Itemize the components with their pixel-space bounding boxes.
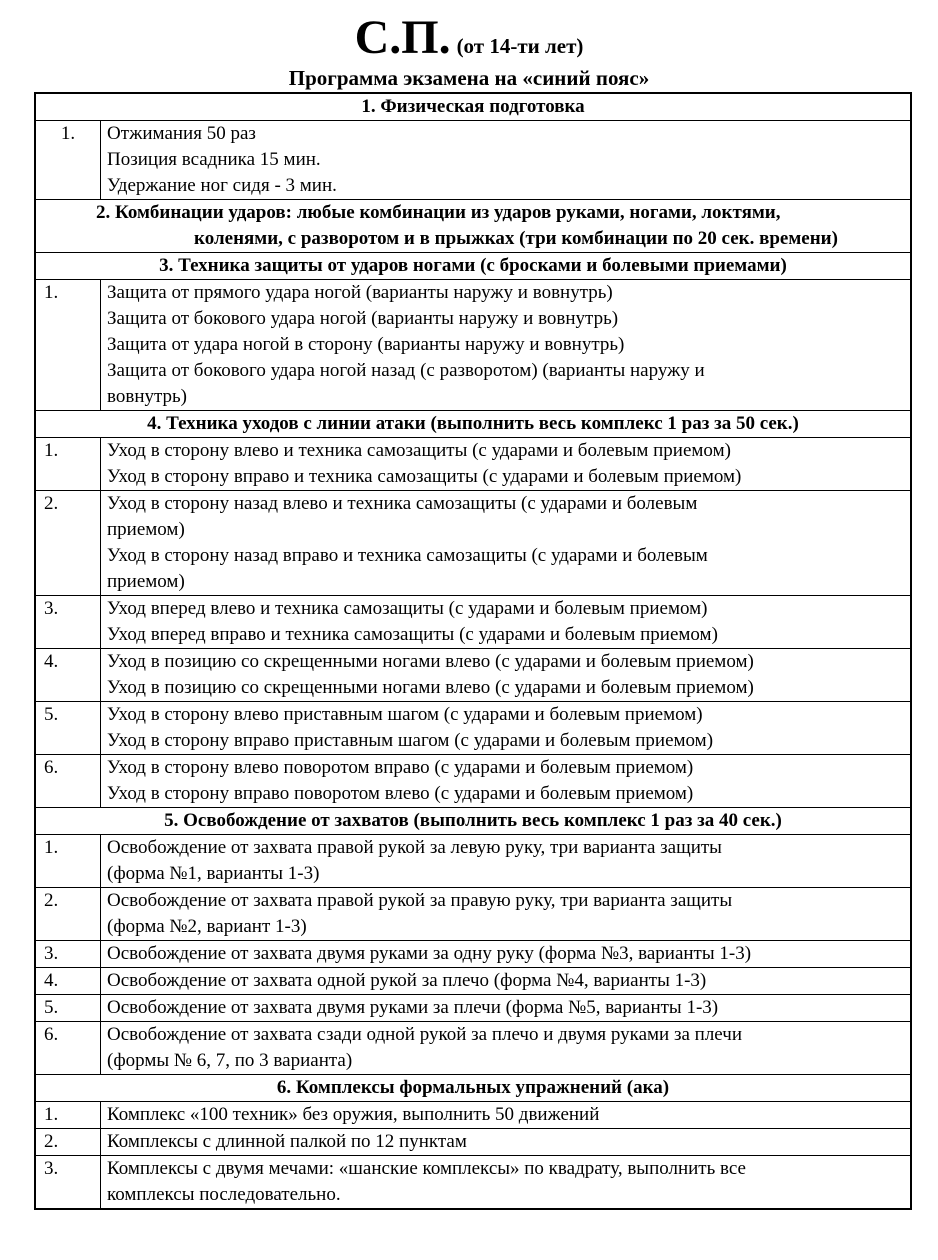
section-heading: 3. Техника защиты от ударов ногами (с бросками и болевыми приемами) xyxy=(35,253,911,280)
item-line: Уход в сторону влево приставным шагом (с ударами и болевым приемом) xyxy=(107,704,703,725)
item-number: 5. xyxy=(35,995,101,1022)
item-content xyxy=(101,438,912,491)
item-content xyxy=(101,121,912,200)
item-line: Освобождение от захвата правой рукой за правую руку, три варианта защиты xyxy=(107,890,733,911)
table-row xyxy=(35,1156,911,1210)
section-heading: 1. Физическая подготовка xyxy=(35,93,911,121)
table-row xyxy=(35,1102,911,1129)
table-row xyxy=(35,755,911,808)
item-content xyxy=(101,1156,912,1210)
item-number: 1. xyxy=(35,121,101,200)
item-number: 3. xyxy=(35,596,101,649)
item-line: Позиция всадника 15 мин. xyxy=(107,149,321,170)
item-line: (формы № 6, 7, по 3 варианта) xyxy=(107,1050,353,1071)
item-number: 4. xyxy=(35,649,101,702)
item-line: Освобождение от захвата сзади одной рукой за плечо и двумя руками за плечи xyxy=(107,1024,742,1045)
item-line: Уход в сторону влево и техника самозащиты (с ударами и болевым приемом) xyxy=(107,440,731,461)
table-row xyxy=(35,941,911,968)
item-line: (форма №1, варианты 1-3) xyxy=(107,863,320,884)
item-number: 1. xyxy=(35,280,101,411)
table-row xyxy=(35,702,911,755)
section-header-row xyxy=(35,808,911,835)
item-number: 3. xyxy=(35,1156,101,1210)
item-number: 5. xyxy=(35,702,101,755)
section-heading xyxy=(35,200,911,253)
item-line: Защита от бокового удара ногой назад (с разворотом) (варианты наружу и xyxy=(107,360,705,381)
item-line: Защита от удара ногой в сторону (варианты наружу и вовнутрь) xyxy=(107,334,625,355)
item-line: Освобождение от захвата двумя руками за одну руку (форма №3, варианты 1-3) xyxy=(107,943,752,964)
item-line: Освобождение от захвата правой рукой за левую руку, три варианта защиты xyxy=(107,837,722,858)
section-heading: 5. Освобождение от захватов (выполнить весь комплекс 1 раз за 40 сек.) xyxy=(35,808,911,835)
item-content xyxy=(101,280,912,411)
item-line: Комплекс «100 техник» без оружия, выполнить 50 движений xyxy=(107,1104,600,1125)
table-row xyxy=(35,649,911,702)
item-content xyxy=(101,941,912,968)
item-content xyxy=(101,755,912,808)
section-heading: 6. Комплексы формальных упражнений (ака) xyxy=(35,1075,911,1102)
exam-program-table xyxy=(34,92,912,1210)
item-content xyxy=(101,1129,912,1156)
item-line: Уход в сторону назад вправо и техника самозащиты (с ударами и болевым xyxy=(107,545,708,566)
item-line: Защита от бокового удара ногой (варианты наружу и вовнутрь) xyxy=(107,308,619,329)
item-content xyxy=(101,649,912,702)
section-header-row xyxy=(35,411,911,438)
item-line: Освобождение от захвата одной рукой за плечо (форма №4, варианты 1-3) xyxy=(107,970,707,991)
section-header-row xyxy=(35,1075,911,1102)
table-row xyxy=(35,1129,911,1156)
item-line: комплексы последовательно. xyxy=(107,1184,341,1205)
item-number: 2. xyxy=(35,888,101,941)
item-content xyxy=(101,1102,912,1129)
item-number: 1. xyxy=(35,1102,101,1129)
table-row xyxy=(35,1022,911,1075)
item-number: 2. xyxy=(35,491,101,596)
item-line: Уход в сторону назад влево и техника самозащиты (с ударами и болевым xyxy=(107,493,698,514)
item-line: Уход в сторону вправо и техника самозащиты (с ударами и болевым приемом) xyxy=(107,466,742,487)
item-line: Отжимания 50 раз xyxy=(107,123,256,144)
section-header-row xyxy=(35,253,911,280)
item-content xyxy=(101,968,912,995)
item-content xyxy=(101,596,912,649)
item-content xyxy=(101,1022,912,1075)
item-number: 2. xyxy=(35,1129,101,1156)
item-number: 4. xyxy=(35,968,101,995)
item-number: 1. xyxy=(35,835,101,888)
item-content xyxy=(101,702,912,755)
table-row xyxy=(35,438,911,491)
table-row xyxy=(35,968,911,995)
item-number: 6. xyxy=(35,755,101,808)
item-number: 6. xyxy=(35,1022,101,1075)
item-content xyxy=(101,491,912,596)
section-heading: 4. Техника уходов с линии атаки (выполнить весь комплекс 1 раз за 50 сек.) xyxy=(35,411,911,438)
table-row xyxy=(35,596,911,649)
document-title xyxy=(0,11,938,64)
item-line: Уход в сторону вправо поворотом влево (с ударами и болевым приемом) xyxy=(107,783,694,804)
item-line: Уход вперед влево и техника самозащиты (с ударами и болевым приемом) xyxy=(107,598,708,619)
item-line: Освобождение от захвата двумя руками за плечи (форма №5, варианты 1-3) xyxy=(107,997,719,1018)
title-age-note: (от 14-ти лет) xyxy=(456,34,584,58)
item-line: Удержание ног сидя - 3 мин. xyxy=(107,175,337,196)
section-heading-line: 2. Комбинации ударов: любые комбинации из ударов руками, ногами, локтями, xyxy=(96,202,781,223)
item-line: (форма №2, вариант 1-3) xyxy=(107,916,307,937)
title-main: С.П. xyxy=(354,11,451,64)
table-row xyxy=(35,835,911,888)
section-heading-line: коленями, с разворотом и в прыжках (три комбинации по 20 сек. времени) xyxy=(194,228,838,249)
table-row xyxy=(35,888,911,941)
item-content xyxy=(101,995,912,1022)
item-line: приемом) xyxy=(107,571,185,592)
item-number: 3. xyxy=(35,941,101,968)
table-row xyxy=(35,995,911,1022)
table-row xyxy=(35,491,911,596)
item-line: Уход в сторону вправо приставным шагом (с ударами и болевым приемом) xyxy=(107,730,714,751)
table-row xyxy=(35,280,911,411)
item-content xyxy=(101,835,912,888)
item-content xyxy=(101,888,912,941)
item-line: вовнутрь) xyxy=(107,386,188,407)
item-line: Уход вперед вправо и техника самозащиты (с ударами и болевым приемом) xyxy=(107,624,718,645)
item-number: 1. xyxy=(35,438,101,491)
item-line: Комплексы с длинной палкой по 12 пунктам xyxy=(107,1131,467,1152)
item-line: Защита от прямого удара ногой (варианты наружу и вовнутрь) xyxy=(107,282,613,303)
item-line: Уход в позицию со скрещенными ногами влево (с ударами и болевым приемом) xyxy=(107,677,754,698)
item-line: Комплексы с двумя мечами: «шанские комплексы» по квадрату, выполнить все xyxy=(107,1158,746,1179)
item-line: приемом) xyxy=(107,519,185,540)
table-row xyxy=(35,121,911,200)
section-header-row xyxy=(35,93,911,121)
section-header-row xyxy=(35,200,911,253)
item-line: Уход в сторону влево поворотом вправо (с ударами и болевым приемом) xyxy=(107,757,694,778)
item-line: Уход в позицию со скрещенными ногами влево (с ударами и болевым приемом) xyxy=(107,651,754,672)
document-subtitle: Программа экзамена на «синий пояс» xyxy=(288,66,650,90)
